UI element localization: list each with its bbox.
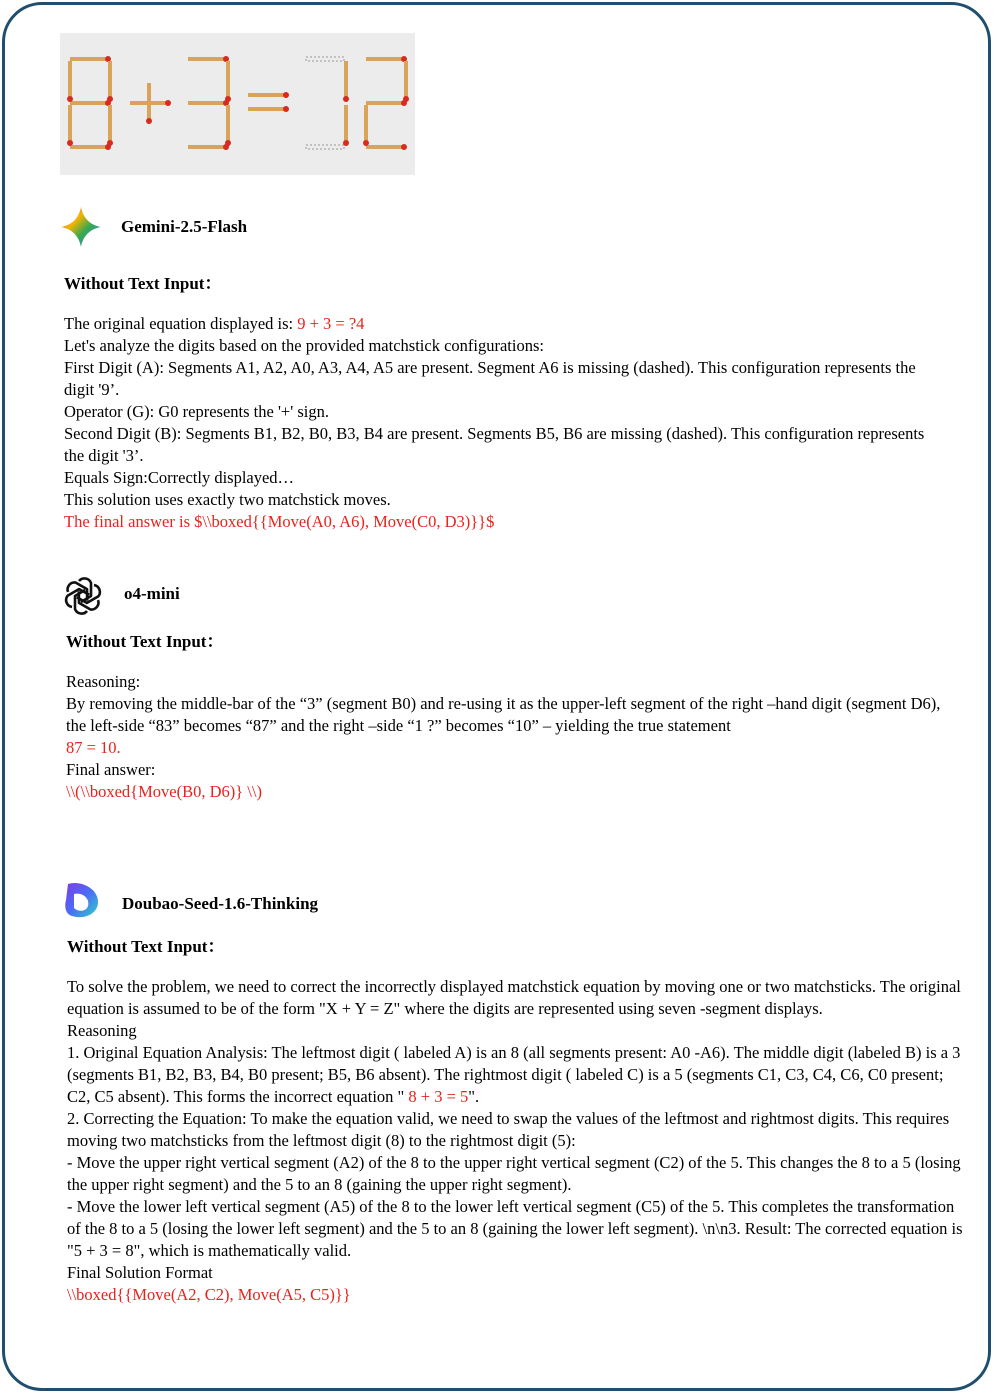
final-answer: \\(\\boxed{Move(B0, D6)} \\): [66, 782, 262, 801]
response-line: First Digit (A): Segments A1, A2, A0, A3, A4, A5 are present. Segment A6 is missing (dashed). This configuration represents the digit '9’.: [64, 358, 916, 399]
doubao-icon: [62, 880, 102, 922]
digit-2-matches: [363, 56, 409, 150]
digit-8-matches: [67, 56, 113, 150]
response-gemini: [64, 313, 944, 533]
response-line: Let's analyze the digits based on the provided matchstick configurations:: [64, 336, 544, 355]
model-name-doubao: Doubao-Seed-1.6-Thinking: [122, 894, 319, 913]
response-line: Second Digit (B): Segments B1, B2, B0, B3, B4 are present. Segments B5, B6 are missing (dashed). This configuration represents the digit '3’.: [64, 424, 925, 465]
model-header-o4mini: [62, 575, 104, 617]
response-line: This solution uses exactly two matchstick moves.: [64, 490, 391, 509]
response-line: - Move the lower left vertical segment (A5) of the 8 to the lower left vertical segment (C5) of the 5. This completes the transformation of the 8 to a 5 (losing the lower left segment) and the 5 to an 8 (gaining the lower left segment). \n\n3. Result: The corrected equation is "5 + 3 = 8", which is mathematically valid.: [67, 1197, 963, 1260]
response-line: Equals Sign:Correctly displayed…: [64, 468, 295, 487]
mode-label-doubao: Without Text Input：: [67, 937, 225, 956]
equals-matches: [248, 92, 289, 112]
response-line: Operator (G): G0 represents the '+' sign.: [64, 402, 329, 421]
response-line: Reasoning:: [66, 672, 141, 691]
response-doubao: [67, 976, 967, 1306]
mode-label-o4mini: Without Text Input：: [66, 632, 224, 651]
response-line: To solve the problem, we need to correct the incorrectly displayed matchstick equation by moving one or two matchsticks. The original equation is assumed to be of the form "X + Y = Z" where the digits are represented using seven -segment displays.: [67, 977, 961, 1018]
matchstick-puzzle-svg: [60, 33, 415, 175]
response-line: Final Solution Format: [67, 1263, 213, 1282]
response-line: 87 = 10.: [66, 738, 121, 757]
digit-3-matches: [188, 56, 231, 150]
digit-1-matches: [306, 57, 349, 149]
response-line: Final answer:: [66, 760, 156, 779]
model-name-o4mini: o4-mini: [124, 584, 180, 603]
response-line: Reasoning: [67, 1021, 137, 1040]
final-answer: \\boxed{{Move(A2, C2), Move(A5, C5)}}: [67, 1285, 351, 1304]
model-header-gemini: [60, 206, 102, 248]
gemini-icon: [60, 206, 102, 248]
openai-icon: [62, 575, 104, 617]
response-line: 1. Original Equation Analysis: The leftmost digit ( labeled A) is an 8 (all segments present: A0 -A6). The middle digit (labeled B) is a 3 (segments B1, B2, B3, B4, B0 present; B5, B6 absent). The rightmost digit ( labeled C) is a 5 (segments C1, C3, C4, C6, C0 present; C2, C5 absent). This forms the incorrect equation " 8 + 3 = 5".: [67, 1043, 961, 1106]
model-name-gemini: Gemini-2.5-Flash: [121, 217, 248, 236]
response-line: 2. Correcting the Equation: To make the equation valid, we need to swap the values of the leftmost and rightmost digits. This requires moving two matchsticks from the leftmost digit (8) to the rightmost digit (5):: [67, 1109, 950, 1150]
matchstick-puzzle-image: [60, 33, 415, 175]
plus-matches: [130, 83, 171, 124]
response-o4mini: [66, 671, 946, 803]
mode-label-gemini: Without Text Input：: [64, 274, 222, 293]
response-line: - Move the upper right vertical segment (A2) of the 8 to the upper right vertical segment (C2) of the 5. This changes the 8 to a 5 (losing the upper right segment) and the 5 to an 8 (gaining the upper right segment).: [67, 1153, 961, 1194]
response-line: The original equation displayed is: 9 + 3 = ?4: [64, 314, 365, 333]
response-line: By removing the middle-bar of the “3” (segment B0) and re-using it as the upper-left segment of the right –hand digit (segment D6), the left-side “83” becomes “87” and the right –side “1 ?” becomes “10” – yielding the true statement: [66, 694, 941, 735]
model-header-doubao: [62, 880, 102, 922]
final-answer: The final answer is $\\boxed{{Move(A0, A6), Move(C0, D3)}}$: [64, 512, 495, 531]
